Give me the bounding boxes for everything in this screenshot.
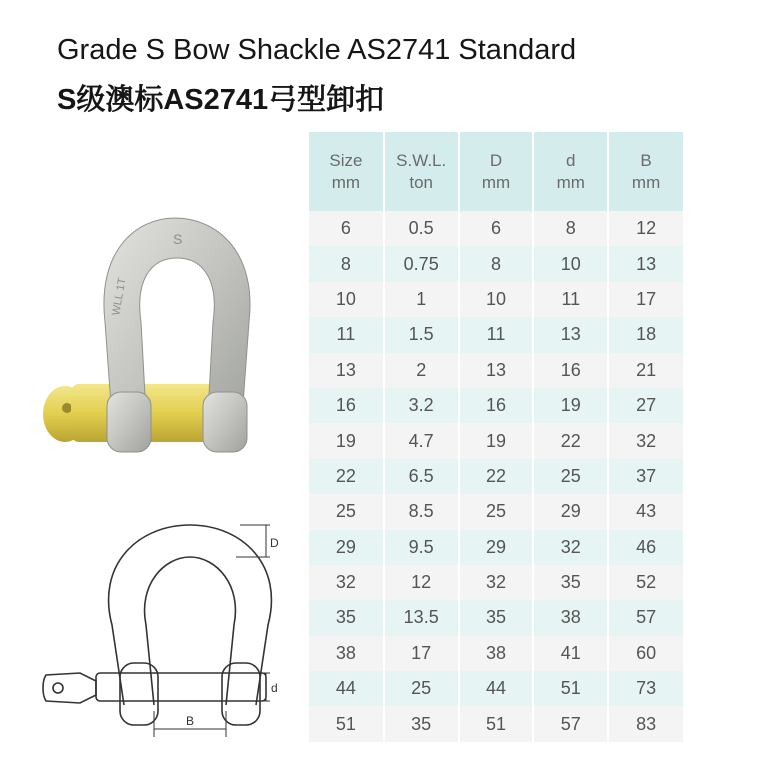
table-cell: 60 bbox=[608, 636, 683, 671]
table-cell: 35 bbox=[459, 600, 534, 635]
table-cell: 16 bbox=[309, 388, 384, 423]
table-row bbox=[309, 565, 683, 600]
table-row bbox=[309, 459, 683, 494]
table-row bbox=[309, 494, 683, 529]
table-cell: 32 bbox=[459, 565, 534, 600]
table-cell: 0.5 bbox=[384, 211, 459, 246]
table-cell: 32 bbox=[309, 565, 384, 600]
drawing-label-B: B bbox=[186, 714, 195, 728]
table-row bbox=[309, 317, 683, 352]
table-cell: 73 bbox=[608, 671, 683, 706]
table-row bbox=[309, 671, 683, 706]
header-size: Size mm bbox=[309, 132, 384, 211]
table-cell: 1.5 bbox=[384, 317, 459, 352]
table-cell: 21 bbox=[608, 353, 683, 388]
table-cell: 52 bbox=[608, 565, 683, 600]
table-cell: 4.7 bbox=[384, 423, 459, 458]
table-cell: 16 bbox=[533, 353, 608, 388]
table-row bbox=[309, 423, 683, 458]
table-cell: 13.5 bbox=[384, 600, 459, 635]
drawing-label-d: d bbox=[271, 681, 278, 695]
table-cell: 6 bbox=[459, 211, 534, 246]
table-cell: 8 bbox=[459, 246, 534, 281]
table-cell: 9.5 bbox=[384, 530, 459, 565]
table-cell: 51 bbox=[309, 706, 384, 741]
table-cell: 18 bbox=[608, 317, 683, 352]
table-cell: 25 bbox=[384, 671, 459, 706]
table-cell: 51 bbox=[459, 706, 534, 741]
page-title-english: Grade S Bow Shackle AS2741 Standard bbox=[57, 34, 577, 66]
table-row bbox=[309, 600, 683, 635]
table-cell: 16 bbox=[459, 388, 534, 423]
table-cell: 29 bbox=[533, 494, 608, 529]
table-cell: 0.75 bbox=[384, 246, 459, 281]
table-cell: 13 bbox=[533, 317, 608, 352]
drawing-label-D: D bbox=[270, 536, 279, 550]
table-cell: 41 bbox=[533, 636, 608, 671]
table-cell: 57 bbox=[608, 600, 683, 635]
table-cell: 22 bbox=[309, 459, 384, 494]
page-title-chinese: S级澳标AS2741弓型卸扣 bbox=[57, 84, 385, 116]
table-cell: 13 bbox=[459, 353, 534, 388]
table-cell: 11 bbox=[533, 282, 608, 317]
table-cell: 10 bbox=[309, 282, 384, 317]
table-cell: 10 bbox=[459, 282, 534, 317]
photo-marking-top: S bbox=[173, 231, 183, 247]
table-row bbox=[309, 636, 683, 671]
table-header-row bbox=[309, 132, 683, 211]
table-cell: 19 bbox=[533, 388, 608, 423]
table-row bbox=[309, 388, 683, 423]
drawing-bow-outer bbox=[109, 525, 272, 705]
table-row bbox=[309, 706, 683, 741]
table-row bbox=[309, 282, 683, 317]
shackle-photo bbox=[35, 212, 265, 472]
table-cell: 17 bbox=[384, 636, 459, 671]
table-cell: 29 bbox=[459, 530, 534, 565]
table-cell: 83 bbox=[608, 706, 683, 741]
table-row bbox=[309, 246, 683, 281]
header-B: B mm bbox=[608, 132, 683, 211]
table-cell: 19 bbox=[459, 423, 534, 458]
table-cell: 8.5 bbox=[384, 494, 459, 529]
table-cell: 1 bbox=[384, 282, 459, 317]
table-cell: 29 bbox=[309, 530, 384, 565]
table-cell: 44 bbox=[309, 671, 384, 706]
table-cell: 32 bbox=[533, 530, 608, 565]
header-swl: S.W.L. ton bbox=[384, 132, 459, 211]
table-cell: 51 bbox=[533, 671, 608, 706]
shackle-drawing bbox=[40, 515, 300, 740]
table-cell: 25 bbox=[459, 494, 534, 529]
photo-marking-side: WLL 1T bbox=[110, 276, 129, 317]
table-cell: 12 bbox=[608, 211, 683, 246]
table-cell: 8 bbox=[533, 211, 608, 246]
table-cell: 35 bbox=[384, 706, 459, 741]
table-row bbox=[309, 530, 683, 565]
table-cell: 32 bbox=[608, 423, 683, 458]
table-cell: 12 bbox=[384, 565, 459, 600]
table-cell: 8 bbox=[309, 246, 384, 281]
table-cell: 3.2 bbox=[384, 388, 459, 423]
table-cell: 13 bbox=[309, 353, 384, 388]
table-row bbox=[309, 211, 683, 246]
table-cell: 38 bbox=[459, 636, 534, 671]
table-cell: 35 bbox=[533, 565, 608, 600]
table-cell: 2 bbox=[384, 353, 459, 388]
table-cell: 44 bbox=[459, 671, 534, 706]
table-cell: 38 bbox=[309, 636, 384, 671]
table-cell: 22 bbox=[533, 423, 608, 458]
table-cell: 46 bbox=[608, 530, 683, 565]
table-cell: 38 bbox=[533, 600, 608, 635]
table-cell: 6 bbox=[309, 211, 384, 246]
table-cell: 6.5 bbox=[384, 459, 459, 494]
table-cell: 13 bbox=[608, 246, 683, 281]
table-cell: 37 bbox=[608, 459, 683, 494]
spec-table bbox=[309, 132, 683, 742]
header-d: d mm bbox=[533, 132, 608, 211]
table-cell: 43 bbox=[608, 494, 683, 529]
table-cell: 10 bbox=[533, 246, 608, 281]
table-row bbox=[309, 353, 683, 388]
table-cell: 17 bbox=[608, 282, 683, 317]
table-cell: 27 bbox=[608, 388, 683, 423]
header-D: D mm bbox=[459, 132, 534, 211]
table-cell: 57 bbox=[533, 706, 608, 741]
table-cell: 25 bbox=[533, 459, 608, 494]
table-cell: 11 bbox=[309, 317, 384, 352]
table-cell: 25 bbox=[309, 494, 384, 529]
table-cell: 19 bbox=[309, 423, 384, 458]
table-cell: 35 bbox=[309, 600, 384, 635]
table-cell: 22 bbox=[459, 459, 534, 494]
table-cell: 11 bbox=[459, 317, 534, 352]
